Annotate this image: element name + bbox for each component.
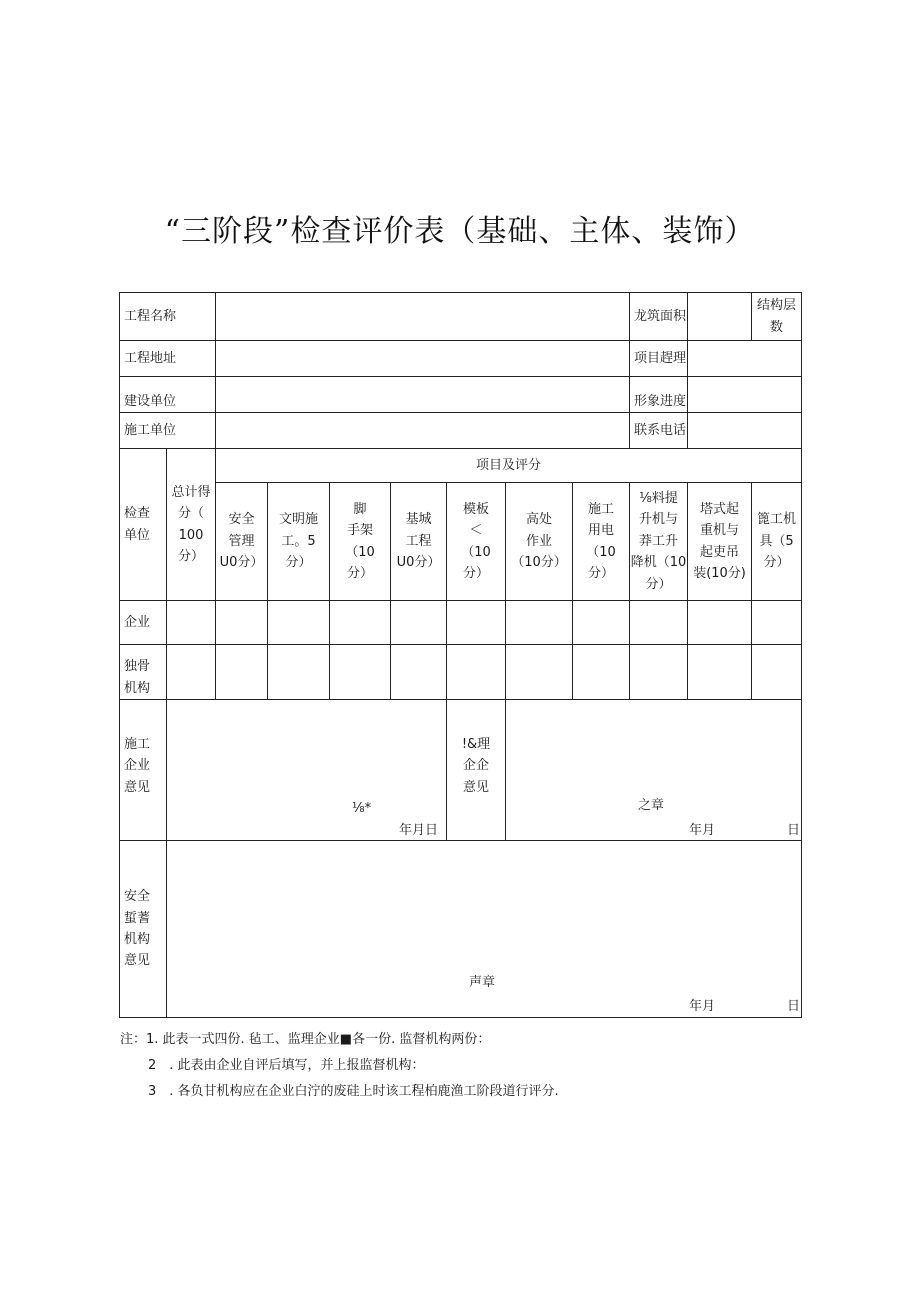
building-area-field[interactable] (688, 293, 752, 341)
contractor-label: 施工单位 (120, 413, 216, 449)
col-electricity: 施工 用电 （10 分） (573, 483, 630, 601)
score-cell[interactable] (752, 645, 802, 700)
safety-opinion-label: 安全 蜇蓍 机构 意见 (120, 841, 167, 1018)
score-cell[interactable] (447, 601, 506, 645)
score-cell[interactable] (506, 645, 573, 700)
inspect-unit-label: 检查 单位 (120, 449, 167, 601)
supervisor-seal: 之章 (638, 798, 665, 813)
score-cell[interactable] (573, 601, 630, 645)
note-1: 注：1. 此表一式四份. 毡工、监理企业■各一份. 监督机构两份： (120, 1032, 491, 1047)
project-name-field[interactable] (216, 293, 630, 341)
page-title: “三阶段”检查评价表（基础、主体、装饰） (164, 214, 756, 249)
score-cell[interactable] (506, 601, 573, 645)
score-cell[interactable] (268, 601, 330, 645)
safety-date: 年月 (689, 999, 716, 1014)
col-machinery: 篦工机 具（5 分） (752, 483, 802, 601)
project-manager-field[interactable] (688, 341, 802, 377)
note-2: 2 . 此表由企业自评后填写，并上报监督机构： (148, 1058, 425, 1073)
items-header: 项目及评分 (216, 449, 802, 483)
total-score-label: 总计得 分（ 100 分） (167, 449, 216, 601)
supervisor-opinion-field[interactable] (506, 700, 802, 841)
col-scaffolding: 脚 手架 （10 分） (330, 483, 391, 601)
construction-owner-field[interactable] (216, 377, 630, 413)
safety-date-day: 日 (787, 999, 801, 1014)
score-cell[interactable] (688, 645, 752, 700)
score-cell[interactable] (630, 601, 688, 645)
score-cell[interactable] (391, 645, 447, 700)
project-address-label: 工程地址 (120, 341, 216, 377)
notes (120, 1027, 559, 1105)
project-name-label: 工程名称 (120, 293, 216, 341)
row-supervision-label: 独骨 机构 (120, 645, 167, 700)
progress-label: 形象进度 (630, 377, 688, 413)
score-cell[interactable] (688, 601, 752, 645)
project-address-field[interactable] (216, 341, 630, 377)
col-work-at-height: 高处 作业 （10分） (506, 483, 573, 601)
supervisor-date: 年月 (689, 823, 716, 838)
score-cell[interactable] (752, 601, 802, 645)
construction-opinion-label: 施工 企业 意见 (120, 700, 167, 841)
score-cell[interactable] (391, 601, 447, 645)
score-cell[interactable] (216, 645, 268, 700)
structure-floors-label: 结构层数 (752, 293, 802, 341)
evaluation-table (119, 292, 802, 1018)
construction-seal: ⅛* (352, 801, 372, 816)
project-manager-label: 项目趕理 (630, 341, 688, 377)
score-cell[interactable] (630, 645, 688, 700)
score-cell[interactable] (268, 645, 330, 700)
col-hoist: ⅛料提 升机与 莽工升 降机（10 分） (630, 483, 688, 601)
score-cell[interactable] (167, 601, 216, 645)
phone-field[interactable] (688, 413, 802, 449)
safety-seal: 声章 (469, 975, 496, 990)
score-cell[interactable] (330, 601, 391, 645)
score-cell[interactable] (330, 645, 391, 700)
safety-opinion-field[interactable] (167, 841, 802, 1018)
supervisor-date-day: 日 (787, 823, 801, 838)
score-cell[interactable] (573, 645, 630, 700)
construction-owner-label: 建设单位 (120, 377, 216, 413)
col-civilized-construction: 文明施 工。5 分） (268, 483, 330, 601)
progress-field[interactable] (688, 377, 802, 413)
score-cell[interactable] (447, 645, 506, 700)
score-cell[interactable] (167, 645, 216, 700)
building-area-label: 龙筑面积 (630, 293, 688, 341)
supervisor-opinion-label: !&理 企企 意见 (447, 700, 506, 841)
col-formwork: 模板 ＜ （10 分） (447, 483, 506, 601)
row-enterprise-label: 企业 (120, 601, 167, 645)
note-3: 3 . 各负甘机构应在企业白泞的废硅上时该工程柏鹿渔工阶段道行评分. (148, 1084, 559, 1099)
col-foundation-works: 基城 工程 U0分） (391, 483, 447, 601)
construction-opinion-field[interactable] (167, 700, 447, 841)
score-cell[interactable] (216, 601, 268, 645)
col-tower-crane: 塔式起 重机与 起吏吊 装(10分) (688, 483, 752, 601)
construction-date: 年月日 (399, 823, 439, 838)
phone-label: 联系电话 (630, 413, 688, 449)
contractor-field[interactable] (216, 413, 630, 449)
col-safety-management: 安全 管理 U0分） (216, 483, 268, 601)
